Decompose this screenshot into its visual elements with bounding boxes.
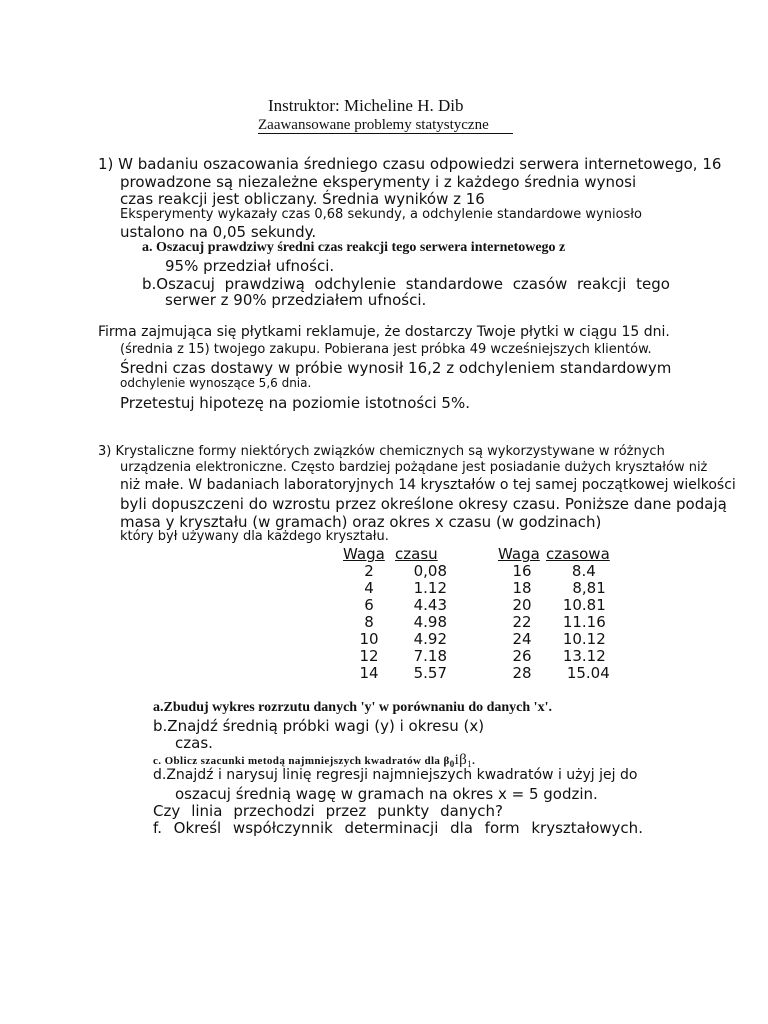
q3-line-3: niż małe. W badaniach laboratoryjnych 14 kryształów o tej samej początkowej wielkości: [120, 477, 736, 493]
q1-b-word: odchylenie: [314, 275, 397, 293]
q3-line-1: 3) Krystaliczne formy niektórych związków chemicznych są wykorzystywane w różnych: [98, 444, 665, 459]
table-cell: 2: [364, 562, 374, 580]
table-row: [498, 580, 610, 597]
table-cell: 4: [364, 579, 374, 597]
q2-line-4: odchylenie wynoszące 5,6 dnia.: [120, 376, 312, 390]
table-cell: 4.43: [413, 596, 447, 614]
table-row: [343, 665, 447, 682]
table-cell: 6: [364, 596, 374, 614]
table-cell: 8.4: [571, 562, 596, 580]
q2-line-1: Firma zajmująca się płytkami reklamuje, że dostarczy Twoje płytki w ciągu 15 dni.: [98, 324, 670, 340]
q3-c-sub0: 0: [449, 759, 455, 770]
q3-b-line-2: czas.: [175, 734, 213, 752]
q3-f-word: dla: [450, 819, 473, 837]
q3-line-4: byli dopuszczeni do wzrostu przez określone okresy czasu. Poniższe dane podają: [120, 495, 727, 513]
table-cell: 11.16: [562, 613, 606, 631]
q3-c-mid: iβ: [454, 752, 468, 768]
data-table-left: [343, 546, 447, 682]
table-cell: 10.12: [562, 630, 606, 648]
q1-b-word: tego: [636, 275, 670, 293]
table-row: [498, 597, 610, 614]
q3-e-word: przechodzi: [233, 802, 315, 820]
q3-f-word: form: [484, 819, 520, 837]
q2-line-5: Przetestuj hipotezę na poziomie istotności 5%.: [120, 394, 470, 412]
q3-e-word: przez: [325, 802, 367, 820]
table-row: [498, 648, 610, 665]
column-header-time: czasu: [395, 545, 438, 563]
table-cell: 22: [512, 613, 532, 631]
q1-line-4: Eksperymenty wykazały czas 0,68 sekundy, a odchylenie standardowe wyniosło: [120, 207, 642, 222]
instructor-name: Instruktor: Micheline H. Dib: [268, 96, 464, 115]
table-cell: 8,81: [572, 579, 606, 597]
column-header-time: czasowa: [546, 545, 610, 563]
table-cell: 4.98: [413, 613, 447, 631]
table-cell: 1.12: [413, 579, 447, 597]
q3-b-line-1: b.Znajdź średnią próbki wagi (y) i okresu (x): [153, 717, 485, 735]
table-cell: 15.04: [566, 664, 610, 682]
q3-d-line-1: d.Znajdź i narysuj linię regresji najmniejszych kwadratów i użyj jej do: [153, 767, 638, 783]
q1-b-word: czasów: [512, 275, 568, 293]
q3-e-word: Czy: [153, 802, 181, 820]
course-title-text: Zaawansowane problemy statystyczne: [258, 117, 489, 133]
q3-f-word: kryształowych.: [531, 819, 643, 837]
table-header-row: [343, 546, 447, 563]
table-cell: 13.12: [562, 647, 606, 665]
q1-b-word: standardowe: [405, 275, 503, 293]
table-row: [343, 597, 447, 614]
q1-a-line-2: 95% przedział ufności.: [165, 257, 335, 275]
table-row: [498, 631, 610, 648]
table-row: [498, 614, 610, 631]
table-cell: 10.81: [562, 596, 606, 614]
table-cell: 4.92: [413, 630, 447, 648]
table-cell: 28: [512, 664, 532, 682]
table-header-row: [498, 546, 610, 563]
data-table-right: [498, 546, 610, 682]
table-cell: 26: [512, 647, 532, 665]
q1-line-5: ustalono na 0,05 sekundy.: [120, 223, 317, 241]
table-row: [498, 665, 610, 682]
q1-line-1: 1) W badaniu oszacowania średniego czasu odpowiedzi serwera internetowego, 16: [98, 155, 722, 173]
q3-f-word: współczynnik: [232, 819, 333, 837]
table-row: [343, 563, 447, 580]
table-cell: 20: [512, 596, 532, 614]
table-row: [498, 563, 610, 580]
table-row: [343, 648, 447, 665]
q1-b-word: b.Oszacuj: [142, 275, 215, 293]
q1-a-line-1: a. Oszacuj prawdziwy średni czas reakcji tego serwera internetowego z: [142, 240, 566, 255]
q1-b-word: reakcji: [576, 275, 627, 293]
q3-e-word: punkty: [377, 802, 430, 820]
table-cell: 12: [359, 647, 379, 665]
table-row: [343, 580, 447, 597]
q3-line-5: masa y kryształu (w gramach) oraz okres x czasu (w godzinach): [120, 513, 602, 531]
q3-f-word: Określ: [173, 819, 222, 837]
q3-a: a.Zbuduj wykres rozrzutu danych 'y' w porównaniu do danych 'x'.: [153, 700, 552, 715]
q3-f-line: [153, 819, 643, 837]
table-cell: 10: [359, 630, 379, 648]
column-header-weight: Waga: [498, 545, 540, 563]
table-cell: 18: [512, 579, 532, 597]
course-title: [258, 117, 513, 134]
table-cell: 16: [512, 562, 532, 580]
q3-f-word: determinacji: [344, 819, 439, 837]
q1-b-line-2: serwer z 90% przedziałem ufności.: [165, 291, 427, 309]
table-cell: 14: [359, 664, 379, 682]
q3-d-line-2: oszacuj średnią wagę w gramach na okres x = 5 godzin.: [175, 785, 598, 803]
q3-line-2: urządzenia elektroniczne. Często bardziej pożądane jest posiadanie dużych kryształów niż: [120, 460, 708, 475]
q3-f-word: f.: [153, 819, 162, 837]
q3-e-word: danych?: [440, 802, 503, 820]
table-cell: 24: [512, 630, 532, 648]
q1-b-word: prawdziwą: [224, 275, 305, 293]
q3-line-6: który był używany dla każdego kryształu.: [120, 529, 389, 544]
q3-e-word: linia: [191, 802, 223, 820]
table-cell: 7.18: [413, 647, 447, 665]
q2-line-3: Średni czas dostawy w próbie wynosił 16,2 z odchyleniem standardowym: [120, 359, 672, 377]
q3-c-sub1: 1: [467, 759, 473, 770]
table-cell: 8: [364, 613, 374, 631]
table-row: [343, 631, 447, 648]
table-cell: 0,08: [413, 562, 447, 580]
q3-e-line: [153, 802, 503, 820]
table-cell: 5.57: [413, 664, 447, 682]
q1-line-3: czas reakcji jest obliczany. Średnia wyników z 16: [120, 190, 485, 208]
q2-line-2: (średnia z 15) twojego zakupu. Pobierana jest próbka 49 wcześniejszych klientów.: [120, 342, 652, 357]
q3-c-prefix: c. Oblicz szacunki metodą najmniejszych kwadratów dla β: [153, 755, 450, 767]
table-row: [343, 614, 447, 631]
q3-c-end: .: [472, 755, 476, 767]
q1-line-2: prowadzone są niezależne eksperymenty i z każdego średnia wynosi: [120, 173, 637, 191]
column-header-weight: Waga: [343, 545, 385, 563]
